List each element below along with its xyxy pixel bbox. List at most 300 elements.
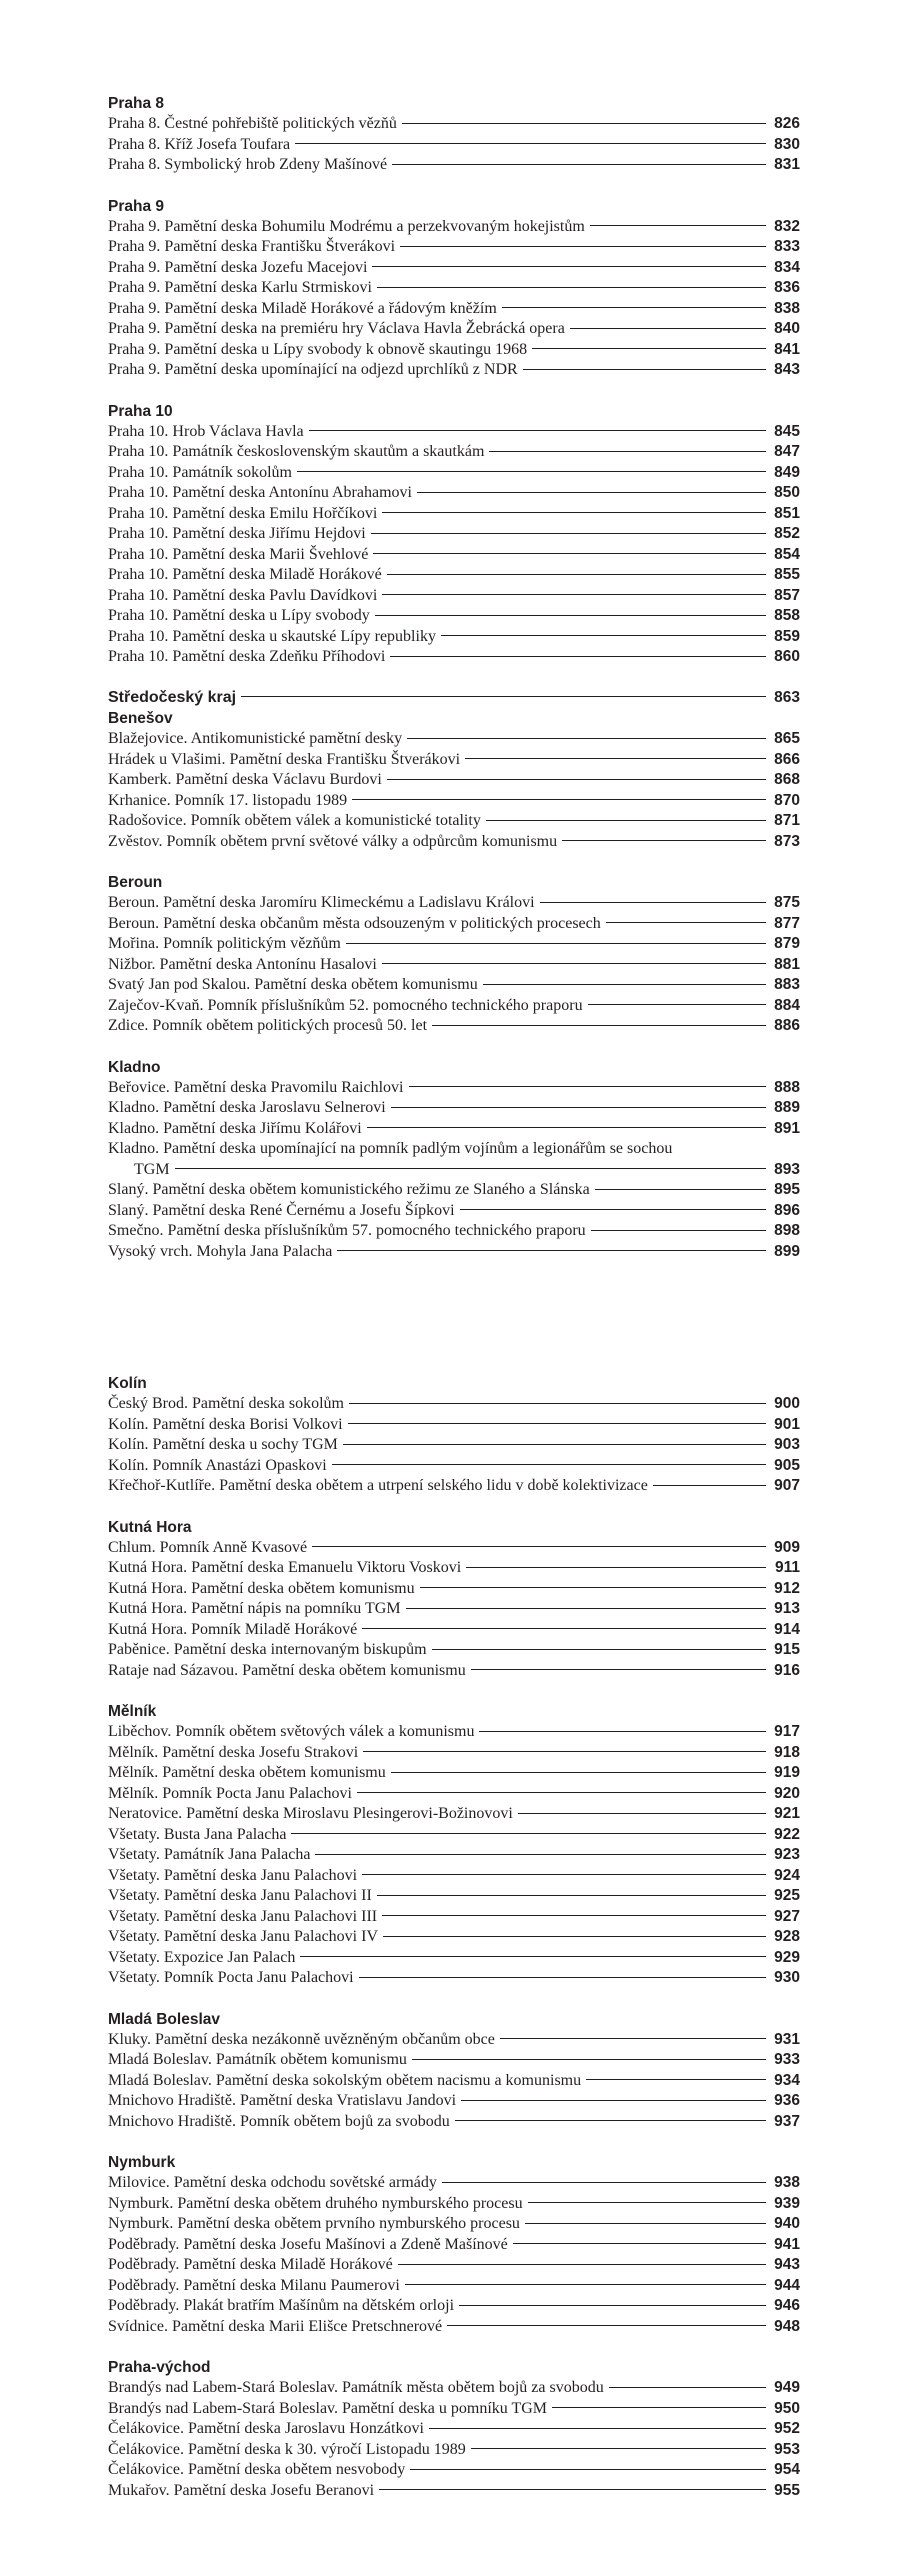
entry-title: Beřovice. Pamětní deska Pravomilu Raichlovi [108,1078,404,1096]
entry-page-number: 873 [774,832,800,850]
entry-page-number: 845 [774,422,800,440]
entry-page-number: 940 [774,2215,800,2232]
section-heading: Mladá Boleslav [108,2010,220,2028]
entry-title: Všetaty. Expozice Jan Palach [108,1948,296,1966]
section-heading: Praha 8 [108,95,165,112]
entry-title: Praha 8. Symbolický hrob Zdeny Mašínové [108,156,388,173]
entry-page-number: 858 [774,607,800,624]
dot-leader [471,1669,766,1670]
dot-leader [406,1608,766,1609]
toc-entry [108,360,800,381]
dot-leader [295,143,766,144]
toc-entry [108,1620,800,1641]
entry-page-number: 918 [774,1743,800,1761]
dot-leader [387,779,766,780]
toc-entry [108,586,800,607]
toc-entry [108,1415,800,1436]
entry-page-number: 954 [774,2461,800,2478]
entry-page-number: 931 [774,2030,800,2048]
toc-entry [108,2276,800,2297]
entry-page-number: 953 [774,2440,800,2458]
dot-leader [606,922,766,923]
section-heading: Praha 9 [108,197,165,215]
dot-leader [348,1423,766,1424]
toc-entry [108,524,800,545]
entry-title: Zaječov-Kvaň. Pomník příslušníkům 52. pomocného technického praporu [108,996,583,1014]
dot-leader [359,1977,766,1978]
toc-section [108,2357,800,2501]
dot-leader [528,2202,766,2203]
entry-title: Praha 10. Pamětní deska Emilu Hořčíkovi [108,504,378,522]
toc-section [108,1701,800,1989]
dot-leader [343,1444,766,1445]
dot-leader [513,2243,766,2244]
dot-leader [291,1833,766,1834]
dot-leader [570,328,766,329]
toc-entry [108,483,800,504]
entry-title: Všetaty. Pamětní deska Janu Palachovi [108,1866,358,1884]
section-heading: Beroun [108,874,163,891]
toc-entry [108,647,800,668]
dot-leader [362,1628,766,1629]
toc-entry [108,2378,800,2399]
entry-page-number: 895 [774,1181,800,1198]
toc-entry [108,258,800,279]
dot-leader [382,594,766,595]
entry-page-number: 919 [774,1764,800,1781]
section-page-number: 863 [774,688,800,706]
toc-entry [108,893,800,914]
entry-page-number: 849 [774,463,800,481]
entry-page-number: 899 [774,1242,800,1260]
dot-leader [412,2059,766,2060]
entry-continuation-line [108,1160,800,1181]
entry-page-number: 943 [774,2256,800,2273]
entry-page-number: 909 [774,1538,800,1556]
toc-entry [108,606,800,627]
entry-page-number: 826 [774,115,800,132]
entry-page-number: 888 [774,1078,800,1096]
entry-title: Všetaty. Pomník Pocta Janu Palachovi [108,1969,354,1986]
entry-page-number: 927 [774,1907,800,1925]
toc-entry [108,1098,800,1119]
dot-leader [387,574,766,575]
dot-leader [402,123,766,124]
toc-entry [108,2296,800,2317]
entry-page-number: 928 [774,1928,800,1945]
entry-page-number: 952 [774,2420,800,2437]
toc-entry [108,1763,800,1784]
dot-leader [300,1956,766,1957]
toc-section [108,688,800,853]
entry-page-number: 857 [774,586,800,604]
toc-entry [108,2460,800,2481]
section-heading: Praha-východ [108,2359,211,2376]
dot-leader [562,840,766,841]
section-heading: Praha 10 [108,402,173,420]
dot-leader [407,738,766,739]
dot-leader [375,615,766,616]
entry-page-number: 889 [774,1099,800,1116]
dot-leader [609,2387,766,2388]
entry-page-number: 933 [774,2051,800,2068]
dot-leader [455,2120,766,2121]
entry-page-number: 883 [774,976,800,993]
dot-leader [442,2182,766,2183]
entry-page-number: 868 [774,771,800,788]
dot-leader [410,2469,766,2470]
entry-page-number: 955 [774,2481,800,2499]
entry-title: Blažejovice. Antikomunistické pamětní desky [108,730,403,747]
toc-entry [108,2399,800,2420]
dot-leader [392,164,766,165]
entry-title: Čelákovice. Pamětní deska Jaroslavu Honzátkovi [108,2420,424,2437]
toc-entry [108,1221,800,1242]
dot-leader [429,2428,766,2429]
dot-leader [525,2223,766,2224]
toc-entry [108,1435,800,1456]
entry-page-number: 948 [774,2317,800,2335]
entry-page-number: 907 [774,1477,800,1494]
toc-entry [108,2440,800,2461]
toc-entry [108,934,800,955]
toc-entry [108,2112,800,2133]
entry-title: Všetaty. Busta Jana Palacha [108,1825,287,1843]
toc-entry [108,1968,800,1989]
entry-title: Neratovice. Pamětní deska Miroslavu Plesingerovi-Božinovovi [108,1805,513,1822]
entry-page-number: 911 [774,1559,800,1576]
entry-page-number: 903 [774,1436,800,1453]
entry-page-number: 831 [774,156,800,173]
entry-title: Praha 10. Pamětní deska Miladě Horákové [108,566,382,583]
entry-title: Krhanice. Pomník 17. listopadu 1989 [108,791,348,809]
toc-section [108,2009,800,2133]
entry-title: Praha 10. Hrob Václava Havla [108,422,304,440]
toc-entry [108,1722,800,1743]
dot-leader [591,1230,766,1231]
toc-entry [108,791,800,812]
entry-title: Brandýs nad Labem-Stará Boleslav. Památník města obětem bojů za svobodu [108,2379,604,2396]
entry-title: Kolín. Pomník Anastázi Opaskovi [108,1456,327,1474]
entry-page-number: 852 [774,525,800,542]
entry-title: Praha 10. Pamětní deska Marii Švehlové [108,545,369,563]
toc-entry [108,996,800,1017]
toc-entry [108,1456,800,1477]
toc-entry [108,2481,800,2502]
entry-page-number: 879 [774,935,800,952]
entry-page-number: 900 [774,1395,800,1412]
toc-entry [108,155,800,176]
toc-entry [108,1804,800,1825]
entry-page-number: 915 [774,1641,800,1658]
entry-title: Svatý Jan pod Skalou. Pamětní deska obětem komunismu [108,976,478,993]
entry-title: Všetaty. Pamětní deska Janu Palachovi II [108,1887,372,1904]
dot-leader [309,430,766,431]
toc-entry [108,545,800,566]
toc-section [108,93,800,176]
entry-title: Praha 10. Pamětní deska Zdeňku Příhodovi [108,648,386,665]
entry-title: Mělník. Pomník Pocta Janu Palachovi [108,1784,352,1802]
entry-title: Kutná Hora. Pamětní deska Emanuelu Viktoru Voskovi [108,1559,462,1576]
entry-title: Praha 9. Pamětní deska upomínající na odjezd uprchlíků z NDR [108,361,518,378]
dot-leader [377,1895,766,1896]
dot-leader [461,2100,766,2101]
toc-section [108,1373,800,1497]
toc-entry [108,2255,800,2276]
entry-page-number: 855 [774,566,800,583]
dot-leader [590,225,766,226]
entry-page-number: 832 [774,217,800,235]
entry-title: Poděbrady. Pamětní deska Milanu Paumerovi [108,2276,400,2294]
entry-title: Beroun. Pamětní deska občanům města odsouzeným v politických procesech [108,914,601,932]
entry-title: Kamberk. Pamětní deska Václavu Burdovi [108,771,382,788]
toc-entry [108,237,800,258]
dot-leader [391,1107,766,1108]
section-heading [108,688,800,709]
dot-leader [349,1403,766,1404]
entry-title: Praha 9. Pamětní deska Františku Štverákovi [108,238,396,255]
dot-leader [459,2305,766,2306]
entry-page-number: 870 [774,791,800,809]
entry-page-number: 913 [774,1600,800,1617]
entry-title: Praha 9. Pamětní deska u Lípy svobody k obnově skautingu 1968 [108,340,528,358]
entry-title: Svídnice. Pamětní deska Marii Elišce Pretschnerové [108,2317,443,2335]
toc-entry [108,1242,800,1263]
entry-page-number: 924 [774,1866,800,1884]
toc-entry [108,1907,800,1928]
toc-entry [108,2050,800,2071]
dot-leader [382,963,766,964]
entry-page-number: 860 [774,648,800,665]
entry-page-number: 914 [774,1620,800,1638]
dot-leader [377,287,766,288]
toc-section [108,1057,800,1263]
entry-title: Praha 8. Čestné pohřebiště politických vězňů [108,115,397,132]
entry-title: Poděbrady. Pamětní deska Josefu Mašínovi a Zdeně Mašínové [108,2235,508,2253]
toc-section [108,872,800,1037]
entry-title: Kutná Hora. Pomník Miladě Horákové [108,1620,358,1638]
entry-page-number: 917 [774,1723,800,1740]
entry-title: Hrádek u Vlašimi. Pamětní deska Františku Štverákovi [108,750,461,768]
dot-leader [405,2284,766,2285]
entry-title: Praha 9. Pamětní deska Bohumilu Modrému a perzekvovaným hokejistům [108,217,585,235]
dot-leader [595,1189,766,1190]
entry-page-number: 898 [774,1222,800,1239]
entry-title: Mnichovo Hradiště. Pamětní deska Vratislavu Jandovi [108,2092,457,2109]
entry-page-number: 934 [774,2071,800,2089]
toc-entry [108,2091,800,2112]
dot-leader [390,656,766,657]
dot-leader [379,2489,766,2490]
toc-entry [108,1866,800,1887]
entry-page-number: 912 [774,1579,800,1597]
entry-page-number: 922 [774,1825,800,1843]
entry-title: Liběchov. Pomník obětem světových válek a komunismu [108,1723,475,1740]
entry-page-number: 884 [774,996,800,1014]
dot-leader [447,2325,766,2326]
entry-title: Kluky. Pamětní deska nezákonně uvězněným občanům obce [108,2030,495,2048]
dot-leader [367,1127,766,1128]
dot-leader [382,1915,766,1916]
entry-title: Kladno. Pamětní deska upomínající na pomník padlým vojínům a legionářům se sochou [108,1140,673,1157]
entry-title: Čelákovice. Pamětní deska k 30. výročí Listopadu 1989 [108,2440,466,2458]
dot-leader [466,1567,766,1568]
toc-entry [108,442,800,463]
dot-leader [315,1854,766,1855]
dot-leader [398,2264,766,2265]
entry-page-number: 896 [774,1201,800,1219]
dot-leader [337,1250,766,1251]
entry-title: Poděbrady. Pamětní deska Miladě Horákové [108,2256,393,2273]
entry-page-number: 841 [774,340,800,358]
entry-page-number: 921 [774,1805,800,1822]
entry-title: Praha 10. Pamětní deska u skautské Lípy republiky [108,627,436,645]
dot-leader [500,2038,766,2039]
entry-title: Praha 10. Pamětní deska Antonínu Abrahamovi [108,484,412,501]
entry-page-number: 905 [774,1456,800,1474]
entry-page-number: 833 [774,238,800,255]
toc-column-top [108,93,800,1282]
toc-entry [108,1661,800,1682]
toc-entry [108,1139,800,1180]
toc-entry [108,1948,800,1969]
entry-title: Praha 10. Památník sokolům [108,463,292,481]
toc-entry [108,2235,800,2256]
dot-leader [312,1546,766,1547]
dot-leader [352,799,766,800]
toc-entry [108,217,800,238]
toc-entry [108,565,800,586]
toc-entry [108,832,800,853]
dot-leader [175,1168,766,1169]
entry-title: Všetaty. Pamětní deska Janu Palachovi IV [108,1928,379,1945]
entry-page-number: 881 [774,955,800,973]
entry-page-number: 875 [774,894,800,911]
toc-entry [108,1016,800,1037]
entry-title: Všetaty. Pamětní deska Janu Palachovi III [108,1907,378,1925]
toc-section [108,196,800,381]
dot-leader [483,984,766,985]
entry-page-number: 854 [774,545,800,563]
entry-title: Kladno. Pamětní deska Jaroslavu Selnerovi [108,1099,386,1116]
entry-page-number: 838 [774,299,800,317]
toc-entry [108,1640,800,1661]
entry-title: Praha 10. Památník československým skautům a skautkám [108,443,485,460]
toc-section [108,401,800,668]
entry-title: Slaný. Pamětní deska obětem komunistického režimu ze Slaného a Slánska [108,1181,590,1198]
entry-page-number: 836 [774,279,800,296]
entry-title: Praha 9. Pamětní deska Karlu Strmiskovi [108,279,372,296]
entry-title: Křečhoř-Kutlíře. Pamětní deska obětem a utrpení selského lidu v době kolektivizace [108,1477,648,1494]
entry-title: Český Brod. Pamětní deska sokolům [108,1395,344,1412]
section-heading: Mělník [108,1703,157,1720]
toc-entry [108,114,800,135]
entry-page-number: 929 [774,1948,800,1966]
entry-page-number: 950 [774,2399,800,2417]
entry-page-number: 920 [774,1784,800,1802]
toc-entry [108,319,800,340]
dot-leader [489,451,766,452]
dot-leader [465,758,766,759]
toc-entry [108,1743,800,1764]
entry-title: Praha 10. Pamětní deska u Lípy svobody [108,607,370,624]
entry-title: Chlum. Pomník Anně Kvasové [108,1538,308,1556]
dot-leader [400,246,766,247]
entry-title: Nymburk. Pamětní deska obětem prvního nymburského procesu [108,2215,520,2232]
entry-title: Zvěstov. Pomník obětem první světové války a odpůrcům komunismu [108,832,558,850]
dot-leader [362,1874,766,1875]
entry-title: Mukařov. Pamětní deska Josefu Beranovi [108,2481,375,2499]
toc-entry [108,1538,800,1559]
entry-title: Radošovice. Pomník obětem válek a komunistické totality [108,812,481,829]
toc-entry [108,1476,800,1497]
toc-entry [108,1599,800,1620]
dot-leader [363,1751,766,1752]
entry-page-number: 946 [774,2297,800,2314]
toc-entry [108,750,800,771]
toc-entry [108,2419,800,2440]
entry-title: Praha 9. Pamětní deska Jozefu Macejovi [108,258,368,276]
dot-leader [373,553,766,554]
entry-page-number: 949 [774,2379,800,2396]
toc-entry [108,1927,800,1948]
entry-title: Beroun. Pamětní deska Jaromíru Klimeckému a Ladislavu Královi [108,894,535,911]
entry-page-number: 938 [774,2174,800,2191]
entry-title: Smečno. Pamětní deska příslušníkům 57. pomocného technického praporu [108,1222,586,1239]
dot-leader [372,266,766,267]
toc-entry [108,299,800,320]
toc-entry [108,1180,800,1201]
entry-title: Kladno. Pamětní deska Jiřímu Kolářovi [108,1119,362,1137]
entry-title: Kutná Hora. Pamětní deska obětem komunismu [108,1579,415,1597]
entry-page-number: 847 [774,443,800,460]
dot-leader [420,1587,766,1588]
toc-entry [108,1886,800,1907]
toc-entry [108,770,800,791]
toc-entry [108,2194,800,2215]
dot-leader [297,471,766,472]
section-subheading: Benešov [108,710,173,727]
entry-page-number: 840 [774,320,800,337]
entry-title: Praha 9. Pamětní deska na premiéru hry Václava Havla Žebrácká opera [108,320,565,337]
toc-entry [108,1394,800,1415]
entry-page-number: 866 [774,750,800,768]
section-heading: Kutná Hora [108,1518,192,1536]
dot-leader [332,1464,766,1465]
toc-entry [108,135,800,156]
dot-leader [471,2448,766,2449]
dot-leader [653,1485,766,1486]
toc-entry [108,1119,800,1140]
entry-title: Kolín. Pamětní deska u sochy TGM [108,1436,338,1453]
toc-entry [108,627,800,648]
dot-leader [552,2407,766,2408]
section-heading: Kolín [108,1375,147,1392]
entry-title: Všetaty. Památník Jana Palacha [108,1846,311,1863]
entry-title: Čelákovice. Pamětní deska obětem nesvobody [108,2461,406,2478]
entry-title: Praha 8. Kříž Josefa Toufara [108,135,291,153]
dot-leader [391,1772,766,1773]
entry-page-number: 941 [774,2235,800,2253]
entry-title: Milovice. Pamětní deska odchodu sovětské armády [108,2174,437,2191]
toc-entry [108,2030,800,2051]
entry-title: Vysoký vrch. Mohyla Jana Palacha [108,1242,333,1260]
toc-section [108,2152,800,2337]
entry-page-number: 834 [774,258,800,276]
entry-title: Rataje nad Sázavou. Pamětní deska obětem komunismu [108,1661,466,1679]
toc-entry [108,2317,800,2338]
dot-leader [588,1004,766,1005]
